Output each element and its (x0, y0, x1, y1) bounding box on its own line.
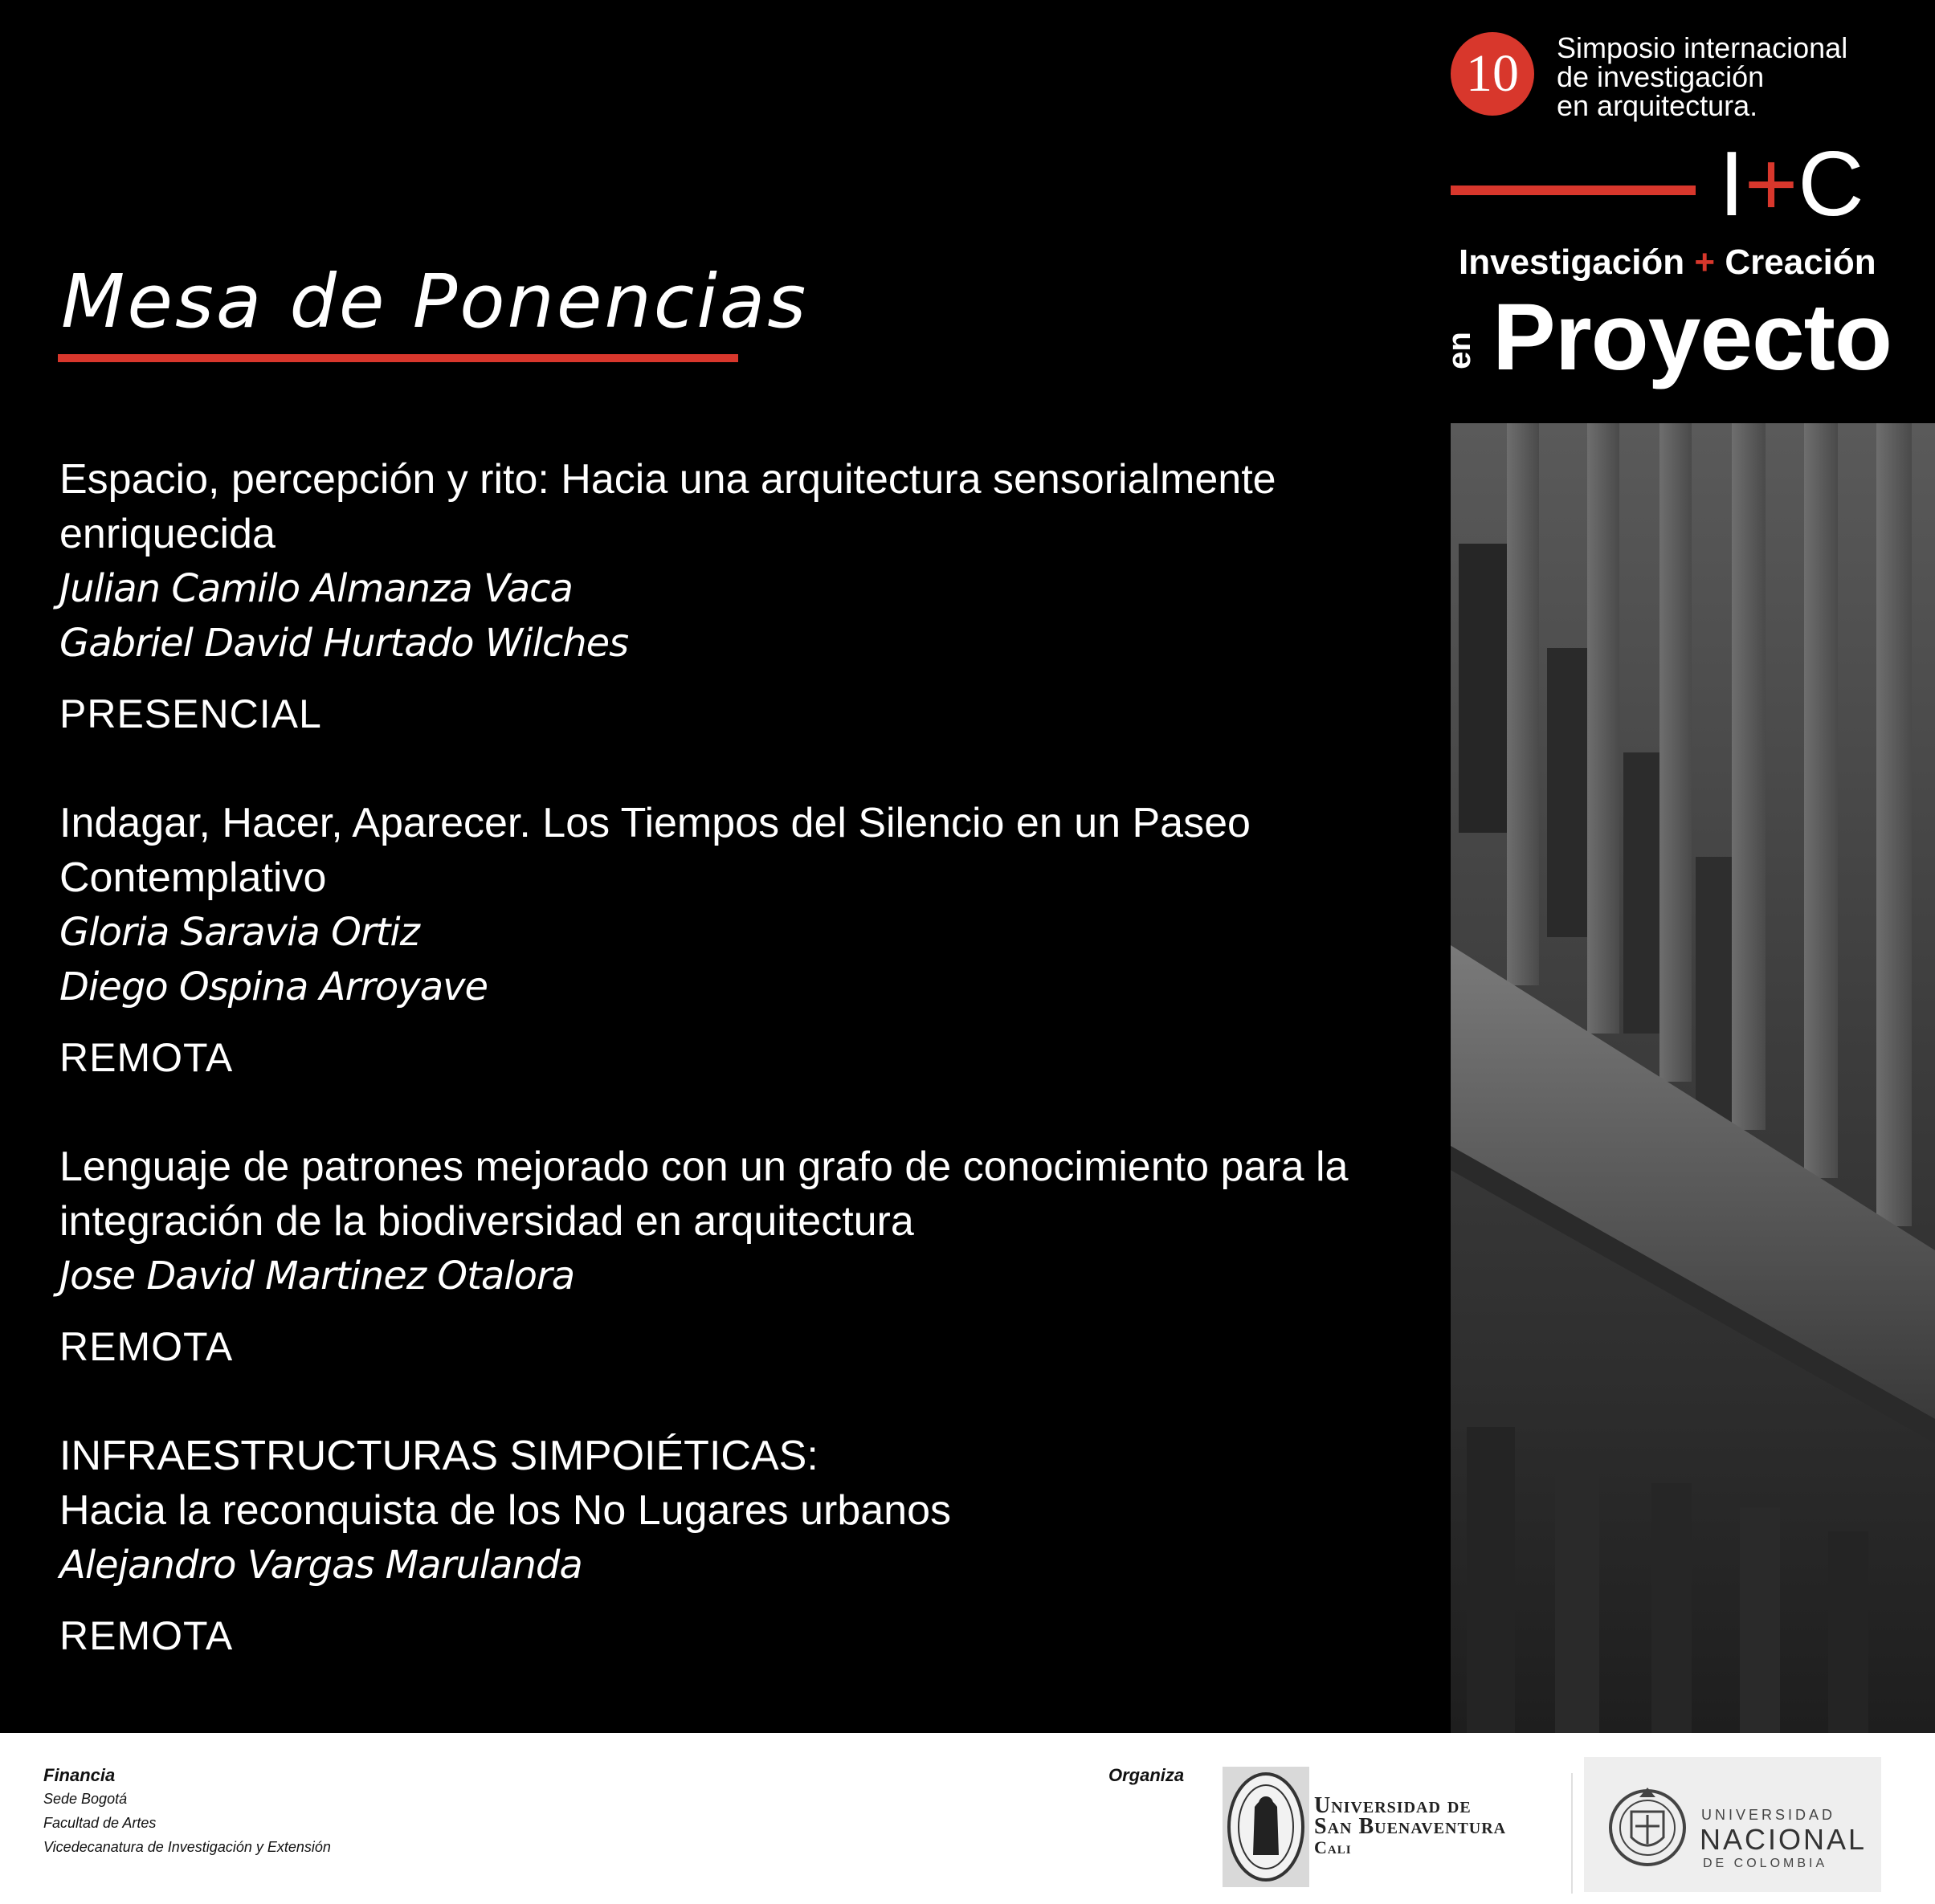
logo-mark-i: I (1719, 133, 1745, 235)
talk-item (59, 1140, 1441, 1374)
unal-seal-logo (1603, 1780, 1692, 1873)
building-photo (1451, 423, 1935, 1733)
talk-author: Alejandro Vargas Marulanda (59, 1543, 582, 1588)
logo-mark (1719, 128, 1864, 241)
page-title: Mesa de Ponencias (61, 259, 809, 345)
event-subtitle-line: de investigación (1557, 60, 1765, 93)
talk-mode: REMOTA (59, 1324, 234, 1369)
footer (0, 1733, 1935, 1904)
talk-author: Diego Ospina Arroyave (59, 964, 488, 1009)
tagline-right: Creación (1725, 243, 1876, 282)
usb-name (1314, 1793, 1507, 1858)
usb-name-line: San Buenaventura (1314, 1814, 1507, 1839)
talk-title: Lenguaje de patrones mejorado con un grafo de conocimiento para la integración de la biodiversidad en arquitectura (59, 1144, 1349, 1245)
talk-title: INFRAESTRUCTURAS SIMPOIÉTICAS: (59, 1433, 818, 1479)
logo-rule (1451, 186, 1696, 195)
event-subtitle-line: en arquitectura. (1557, 89, 1758, 122)
talk-mode: REMOTA (59, 1035, 234, 1080)
usb-seal-logo (1223, 1767, 1309, 1887)
tagline-plus: + (1694, 243, 1716, 282)
talk-author: Julian Camilo Almanza Vaca (59, 566, 573, 611)
footer-divider (1571, 1773, 1573, 1894)
financia-line: Vicedecanatura de Investigación y Extensión (43, 1839, 331, 1855)
talk-item (59, 1429, 1441, 1663)
logo-proyecto: Proyecto (1492, 284, 1892, 390)
organiza-label: Organiza (1108, 1765, 1185, 1785)
building-illustration (1451, 423, 1935, 1733)
event-subtitle (1557, 31, 1848, 122)
unal-logo-box (1584, 1757, 1881, 1892)
title-underline (58, 354, 738, 362)
usb-name-line: Cali (1314, 1837, 1352, 1857)
financia-line: Facultad de Artes (43, 1815, 157, 1831)
financia-label: Financia (43, 1765, 116, 1785)
talk-author: Gabriel David Hurtado Wilches (59, 621, 629, 666)
event-subtitle-line: Simposio internacional (1557, 31, 1848, 64)
logo-tagline (1459, 243, 1876, 283)
financia-line: Sede Bogotá (43, 1791, 128, 1807)
edition-badge: 10 (1451, 32, 1534, 116)
talk-mode: REMOTA (59, 1613, 234, 1658)
unal-name-bottom: DE COLOMBIA (1703, 1857, 1828, 1870)
talk-title: Espacio, percepción y rito: Hacia una arquitectura sensorialmente enriquecida (59, 456, 1276, 557)
logo-en: en (1441, 332, 1477, 369)
unal-name-top: UNIVERSIDAD (1701, 1807, 1836, 1823)
logo-mark-plus: + (1744, 133, 1798, 235)
talk-author: Gloria Saravia Ortiz (59, 910, 419, 955)
tagline-left: Investigación (1459, 243, 1685, 282)
talk-item (59, 452, 1441, 741)
talk-author: Jose David Martinez Otalora (59, 1254, 575, 1299)
talk-title: Indagar, Hacer, Aparecer. Los Tiempos del Silencio en un Paseo Contemplativo (59, 800, 1251, 901)
usb-name-line: Universidad de (1314, 1793, 1472, 1818)
logo-mark-c: C (1798, 133, 1864, 235)
talk-item (59, 796, 1441, 1085)
unal-name-main: NACIONAL (1700, 1823, 1868, 1856)
talk-title: Hacia la reconquista de los No Lugares urbanos (59, 1487, 952, 1534)
talk-mode: PRESENCIAL (59, 691, 322, 736)
